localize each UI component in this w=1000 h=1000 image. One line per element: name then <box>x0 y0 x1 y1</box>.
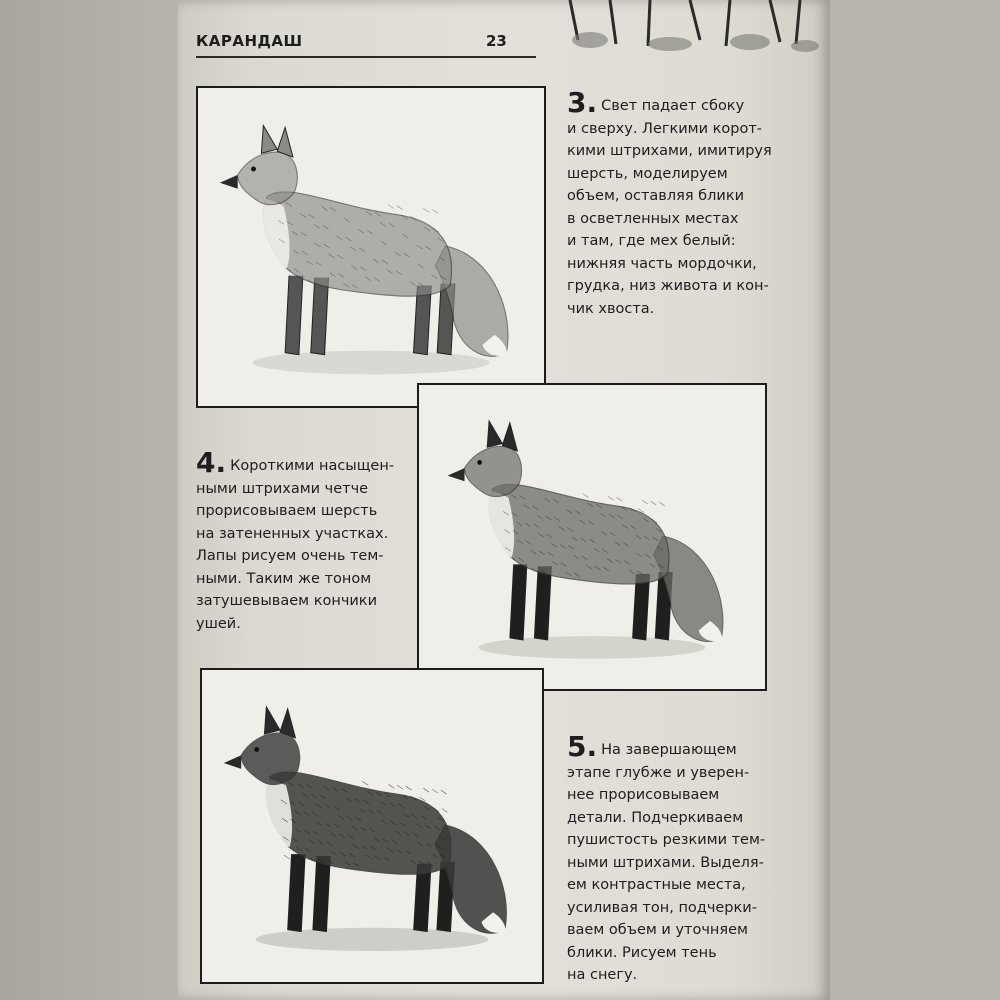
page-number: 23 <box>486 32 507 50</box>
fox-sketch-step-4 <box>419 385 765 689</box>
fox-sketch-step-5 <box>202 670 542 982</box>
illustration-frame-step-4 <box>417 383 767 691</box>
step-5-number: 5. <box>567 730 598 763</box>
fox-sketch-step-3 <box>198 88 544 406</box>
step-3-text: 3. Свет падает сбоку и сверху. Легкими корот- кими штрихами, имитируя шерсть, моделируем объем, оставляя блики в осветленных местах и там, где мех белый: нижняя часть мордочки, грудка, низ живота и кон- чик хвоста. <box>567 86 772 317</box>
header-pencils-decoration <box>550 0 820 54</box>
step-4-text: 4. Короткими насыщен- ными штрихами четче прорисовываем шерсть на затененных участках. Лапы рисуем очень тем- ными. Таким же тоном затушевываем кончики ушей. <box>196 446 395 632</box>
step-3-number: 3. <box>567 86 598 119</box>
book-left-edge <box>0 0 178 1000</box>
step-5-text: 5. На завершающем этапе глубже и уверен- нее прорисовываем детали. Подчеркиваем пушистость резкими тем- ными штрихами. Выделя- ем контрастные места, усиливая тон, подчерки- ваем объем и уточняем блики. Рисуем тень на снегу. <box>567 730 766 983</box>
illustration-frame-step-3 <box>196 86 546 408</box>
page-header <box>196 30 536 58</box>
illustration-frame-step-5 <box>200 668 544 984</box>
section-title: КАРАНДАШ <box>196 32 303 50</box>
step-4-number: 4. <box>196 446 227 479</box>
